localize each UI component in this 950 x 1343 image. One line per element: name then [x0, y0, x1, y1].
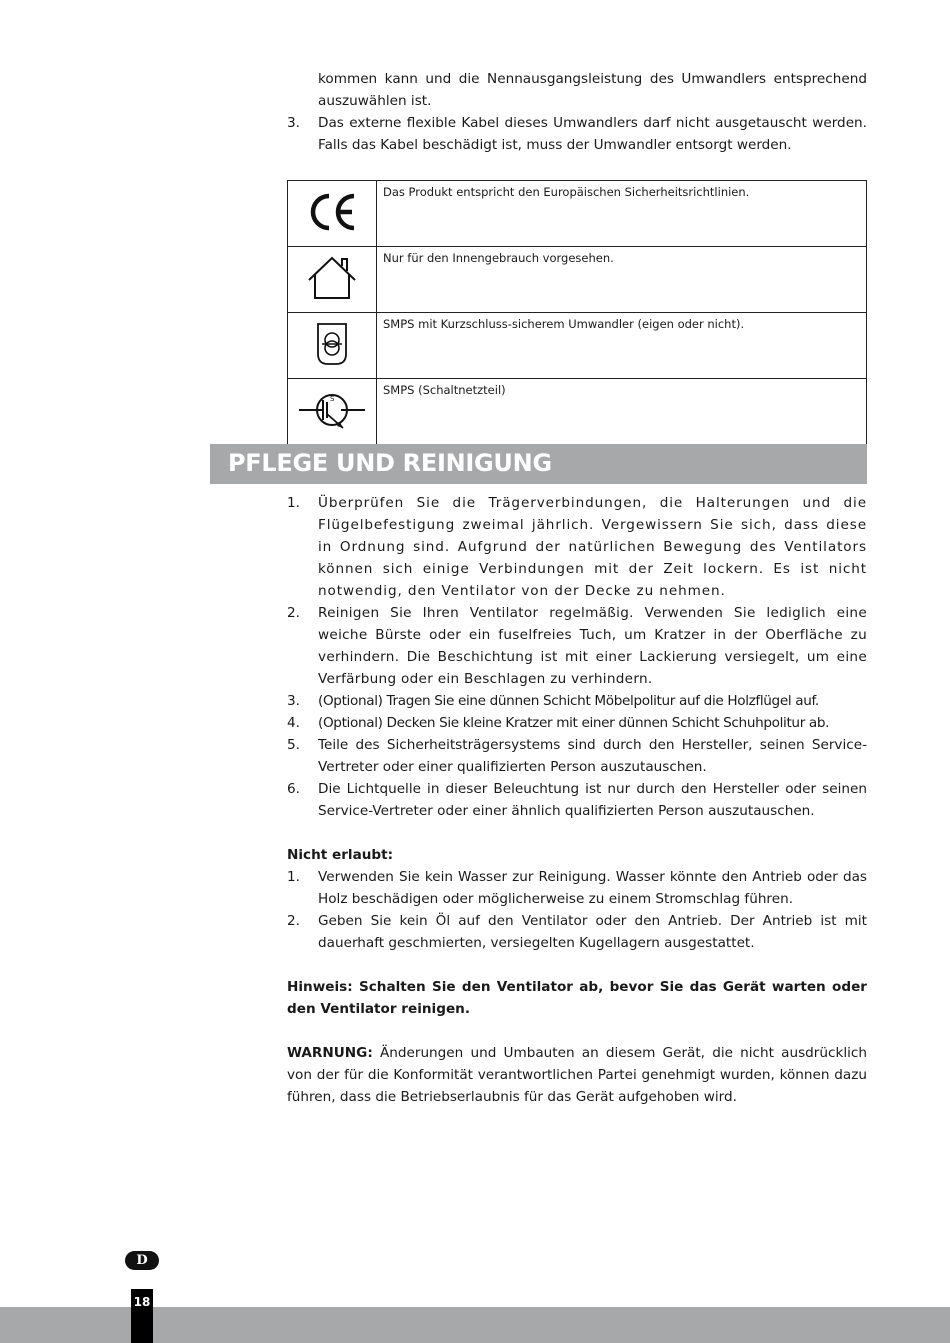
- short-circuit-proof-transformer-icon: [288, 313, 377, 379]
- warning-text: Änderungen und Umbauten an diesem Gerät, die nicht ausdrücklich von der für die Konformität verantwortlichen Partei genehmigt wurden, können dazu führen, dass die Betriebserlaubnis für das Gerät aufgehoben wird.: [287, 1045, 867, 1105]
- section-heading-band: [210, 444, 867, 484]
- list-item: 6. Die Lichtquelle in dieser Beleuchtung ist nur durch den Hersteller oder seinen Service-Vertreter oder einer ähnlich qualifizierten Person auszutauschen.: [287, 781, 867, 819]
- list-item: 2. Reinigen Sie Ihren Ventilator regelmäßig. Verwenden Sie lediglich eine weiche Bürste oder ein fuselfreies Tuch, um Kratzer in der Oberfläche zu verhindern. Die Beschichtung ist mit einer Lackierung versiegelt, um eine Verfärbung oder ein Beschlagen zu verhindern.: [287, 605, 867, 687]
- list-item: 1. Verwenden Sie kein Wasser zur Reinigung. Wasser könnte den Antrieb oder das Holz beschädigen oder möglicherweise zu einem Stromschlag führen.: [287, 869, 867, 907]
- symbol-table: [287, 180, 867, 445]
- list-item: 4. (Optional) Decken Sie kleine Kratzer mit einer dünnen Schicht Schuhpolitur ab.: [287, 715, 830, 731]
- intro-list: [287, 68, 867, 156]
- care-list: [287, 492, 867, 822]
- table-row: [288, 247, 867, 313]
- language-badge: D: [125, 1251, 159, 1270]
- symbol-description: SMPS mit Kurzschluss-sicherem Umwandler (eigen oder nicht).: [377, 313, 867, 379]
- smps-icon: [288, 379, 377, 445]
- table-row: [288, 181, 867, 247]
- list-item: 3. (Optional) Tragen Sie eine dünnen Schicht Möbelpolitur auf die Holzflügel auf.: [287, 693, 819, 709]
- symbol-description: Nur für den Innengebrauch vorgesehen.: [377, 247, 867, 313]
- list-item-continuation: kommen kann und die Nennausgangsleistung des Umwandlers entsprechend auszuwählen ist.: [318, 71, 867, 109]
- warning-label: WARNUNG:: [287, 1045, 373, 1061]
- list-item: 1. Überprüfen Sie die Trägerverbindungen, die Halterungen und die Flügelbefestigung zweimal jährlich. Vergewissern Sie sich, dass diese in Ordnung sind. Aufgrund der natürlichen Bewegung des Ventilators können sich einige Verbindungen mit der Zeit lockern. Es ist nicht notwendig, den Ventilator von der Decke zu nehmen.: [287, 495, 867, 599]
- indoor-house-icon: [288, 247, 377, 313]
- symbol-description: Das Produkt entspricht den Europäischen Sicherheitsrichtlinien.: [377, 181, 867, 247]
- warning-paragraph: [287, 1042, 867, 1108]
- list-item: 5. Teile des Sicherheitsträgersystems sind durch den Hersteller, seinen Service-Vertreter oder einer qualifizierten Person auszutauschen.: [287, 737, 867, 775]
- not-allowed-heading: Nicht erlaubt:: [287, 847, 394, 863]
- section-title: PFLEGE UND REINIGUNG: [228, 449, 552, 477]
- table-row: [288, 313, 867, 379]
- svg-text:S: S: [330, 394, 335, 403]
- ce-mark-icon: [288, 181, 377, 247]
- list-item: 3. Das externe flexible Kabel dieses Umwandlers darf nicht ausgetauscht werden. Falls das Kabel beschädigt ist, muss der Umwandler entsorgt werden.: [287, 115, 867, 153]
- list-item: 2. Geben Sie kein Öl auf den Ventilator oder den Antrieb. Der Antrieb ist mit dauerhaft geschmierten, versiegelten Kugellagern ausgestattet.: [287, 913, 867, 951]
- note-paragraph: Hinweis: Schalten Sie den Ventilator ab, bevor Sie das Gerät warten oder den Ventilator reinigen.: [287, 979, 867, 1017]
- table-row: [288, 379, 867, 445]
- not-allowed-section: [287, 844, 867, 954]
- page-number: 18: [131, 1289, 153, 1343]
- symbol-description: SMPS (Schaltnetzteil): [377, 379, 867, 445]
